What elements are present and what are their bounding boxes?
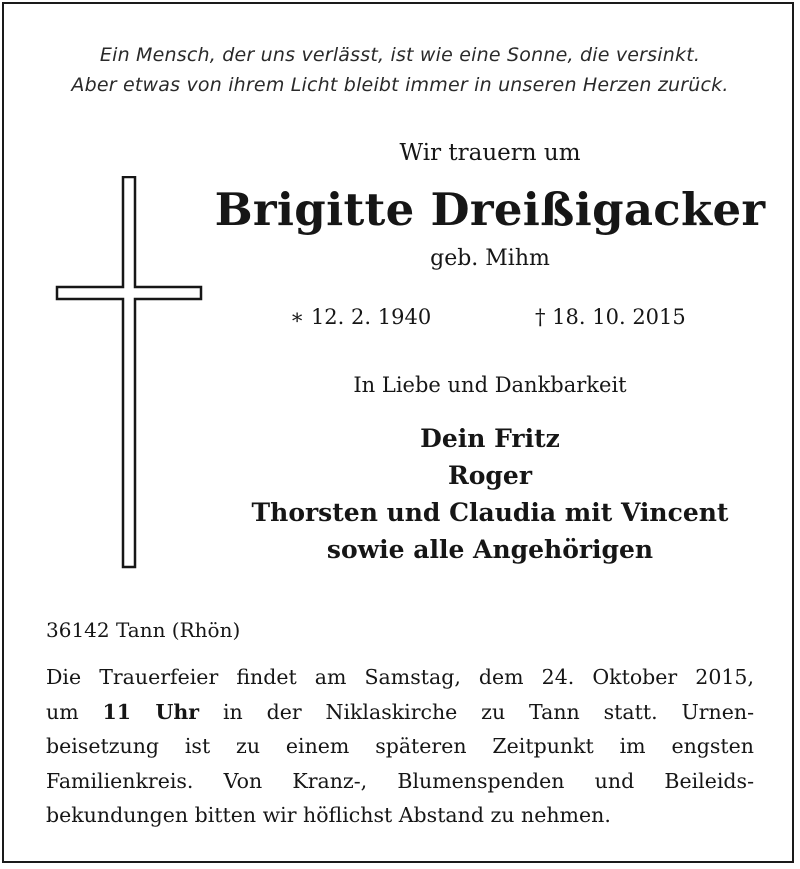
mourner-item: Thorsten und Claudia mit Vincent [251, 498, 729, 527]
mourner-item: sowie alle Angehörigen [326, 535, 654, 564]
intro-text: Wir trauern um [399, 140, 581, 166]
notice-text: um [46, 699, 103, 724]
quote-line-2: Aber etwas von ihrem Licht bleibt immer in unseren Herzen zurück. [71, 74, 729, 96]
deceased-name: Brigitte Dreißigacker [214, 183, 766, 236]
notice-line: beisetzung ist zu einem späteren Zeitpunkt im engsten [46, 734, 754, 758]
gratitude-line: In Liebe und Dankbarkeit [353, 373, 627, 397]
death-date: † 18. 10. 2015 [535, 305, 686, 329]
notice-line: bekundungen bitten wir höflichst Abstand zu nehmen. [46, 803, 611, 827]
notice-text: in der Niklaskirche zu Tann statt. Urnen- [199, 699, 754, 724]
maiden-name: geb. Mihm [430, 246, 550, 271]
mourners-list [200, 420, 780, 568]
notice-line: Familienkreis. Von Kranz-, Blumenspenden und Beileids- [46, 768, 754, 793]
service-time: 11 Uhr [102, 699, 200, 724]
quote-line-1: Ein Mensch, der uns verlässt, ist wie eine Sonne, die versinkt. [99, 44, 701, 66]
memorial-quote [0, 40, 800, 100]
birth-date: ∗ 12. 2. 1940 [290, 305, 432, 329]
cross-icon [55, 176, 203, 570]
mourner-item: Dein Fritz [420, 424, 560, 453]
funeral-notice [46, 660, 754, 833]
notice-line [46, 695, 754, 730]
notice-line: Die Trauerfeier findet am Samstag, dem 24. Oktober 2015, [46, 665, 754, 689]
mourner-item: Roger [447, 461, 532, 490]
place-line: 36142 Tann (Rhön) [46, 618, 241, 642]
